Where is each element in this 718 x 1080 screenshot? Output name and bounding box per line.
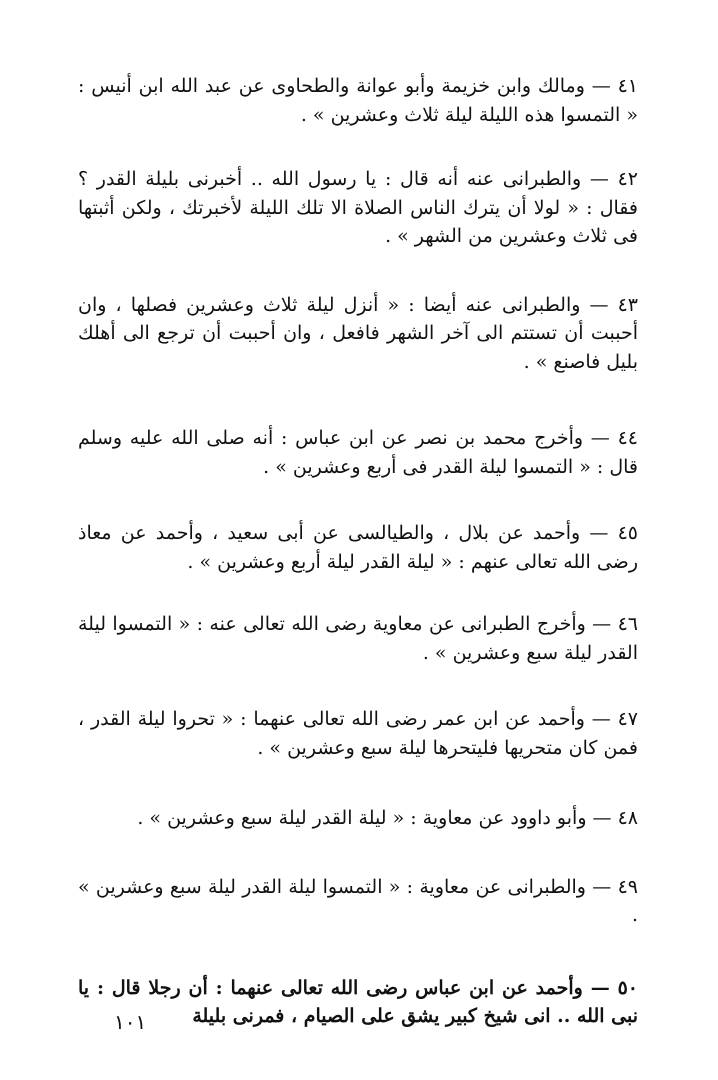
hadith-42: ٤٢ — والطبرانى عنه أنه قال : يا رسول الله .. أخبرنى بليلة القدر ؟ فقال : « لولا أن يترك الناس الصلاة الا تلك الليلة لأخبرتك ، ولكن أثبتها فى ثلاث وعشرين من الشهر » . [78, 168, 638, 247]
page-number: ١٠١ [114, 1010, 147, 1034]
hadith-46: ٤٦ — وأخرج الطبرانى عن معاوية رضى الله تعالى عنه : « التمسوا ليلة القدر ليلة سبع وعشرين » . [78, 613, 638, 664]
hadith-50: ٥٠ — وأحمد عن ابن عباس رضى الله تعالى عنهما : أن رجلا قال : يا نبى الله .. انى شيخ كبير يشق على الصيام ، فمرنى بليلة [78, 976, 638, 1027]
hadith-43: ٤٣ — والطبرانى عنه أيضا : « أنزل ليلة ثلاث وعشرين فصلها ، وان أحببت أن تستتم الى آخر الشهر فافعل ، وان أحببت أن ترجع الى أهلك بليل فاصنع » . [78, 293, 638, 373]
hadith-49: ٤٩ — والطبرانى عن معاوية : « التمسوا ليلة القدر ليلة سبع وعشرين » . [78, 875, 638, 926]
hadith-44: ٤٤ — وأخرج محمد بن نصر عن ابن عباس : أنه صلى الله عليه وسلم قال : « التمسوا ليلة القدر فى أربع وعشرين » . [78, 427, 638, 478]
hadith-48: ٤٨ — وأبو داوود عن معاوية : « ليلة القدر ليلة سبع وعشرين » . [137, 807, 638, 829]
hadith-47: ٤٧ — وأحمد عن ابن عمر رضى الله تعالى عنهما : « تحروا ليلة القدر ، فمن كان متحريها فليتحرها ليلة سبع وعشرين » . [78, 708, 638, 759]
hadith-41: ٤١ — ومالك وابن خزيمة وأبو عوانة والطحاوى عن عبد الله ابن أنيس : « التمسوا هذه الليلة ليلة ثلاث وعشرين » . [78, 75, 638, 126]
document-body [78, 72, 638, 1031]
hadith-45: ٤٥ — وأحمد عن بلال ، والطيالسى عن أبى سعيد ، وأحمد عن معاذ رضى الله تعالى عنهم : « ليلة القدر ليلة أربع وعشرين » . [78, 522, 638, 573]
